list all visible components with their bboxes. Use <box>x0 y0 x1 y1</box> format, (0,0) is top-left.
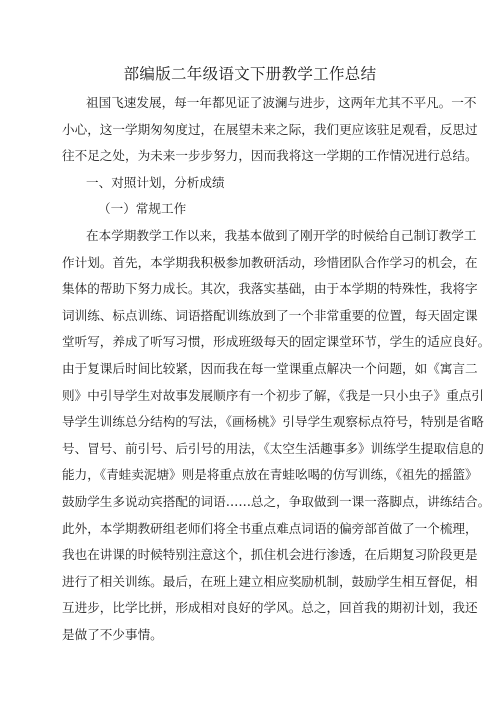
document-title: 部编版二年级语文下册教学工作总结 <box>123 65 377 83</box>
paragraph-line: 互进步，比学比拼，形成相对良好的学风。总之，回首我的期初计划，我还 <box>62 600 478 616</box>
paragraph-line: 小心，这一学期匆匆度过，在展望未来之际，我们更应该驻足观看，反思过 <box>62 121 478 137</box>
paragraph-line: 鼓励学生多说动宾搭配的词语……总之，争取做到一课一落脚点，讲练结合。 <box>62 493 491 509</box>
paragraph-line: 词训练、标点训练、词语搭配训练放到了一个非常重要的位置，每天固定课 <box>62 307 478 323</box>
paragraph-line: 则》中引导学生对故事发展顺序有一个初步了解，《我是一只小虫子》重点引 <box>62 387 484 403</box>
subsection-heading: （一）常规工作 <box>98 201 187 217</box>
paragraph-line: 进行了相关训练。最后，在班上建立相应奖励机制，鼓励学生相互督促，相 <box>62 573 478 589</box>
paragraph-line: 导学生训练总分结构的写法，《画杨桃》引导学生观察标点符号，特别是省略 <box>62 414 484 430</box>
paragraph-line: 堂听写，养成了听写习惯，形成班级每天的固定课堂环节，学生的适应良好。 <box>62 334 491 350</box>
paragraph-line: 作计划。首先，本学期我积极参加教研活动，珍惜团队合作学习的机会，在 <box>62 254 478 270</box>
paragraph-line: 此外，本学期教研组老师们将全书重点难点词语的偏旁部首做了一个梳理， <box>62 520 478 536</box>
paragraph-line: 由于复课后时间比较紧，因而我在每一堂课重点解决一个问题，如《寓言二 <box>62 360 478 376</box>
paragraph-line: 我也在讲课的时候特别注意这个，抓住机会进行渗透，在后期复习阶段更是 <box>62 547 478 563</box>
paragraph-line: 是做了不少事情。 <box>62 626 163 642</box>
section-heading: 一、对照计划，分析成绩 <box>86 174 225 190</box>
paragraph-line: 号、冒号、前引号、后引号的用法，《太空生活趣事多》训练学生提取信息的 <box>62 440 484 456</box>
paragraph-line: 往不足之处，为未来一步步努力，因而我将这一学期的工作情况进行总结。 <box>62 148 478 164</box>
paragraph-line: 集体的帮助下努力成长。其次，我落实基础，由于本学期的特殊性，我将字 <box>62 281 478 297</box>
document-body <box>62 90 491 648</box>
paragraph-line: 在本学期教学工作以来，我基本做到了刚开学的时候给自己制订教学工 <box>86 227 477 243</box>
paragraph-line: 能力，《青蛙卖泥塘》则是将重点放在青蛙吆喝的仿写训练，《祖先的摇篮》 <box>62 467 478 483</box>
paragraph-line: 祖国飞速发展，每一年都见证了波澜与进步，这两年尤其不平凡。一不 <box>86 95 477 110</box>
